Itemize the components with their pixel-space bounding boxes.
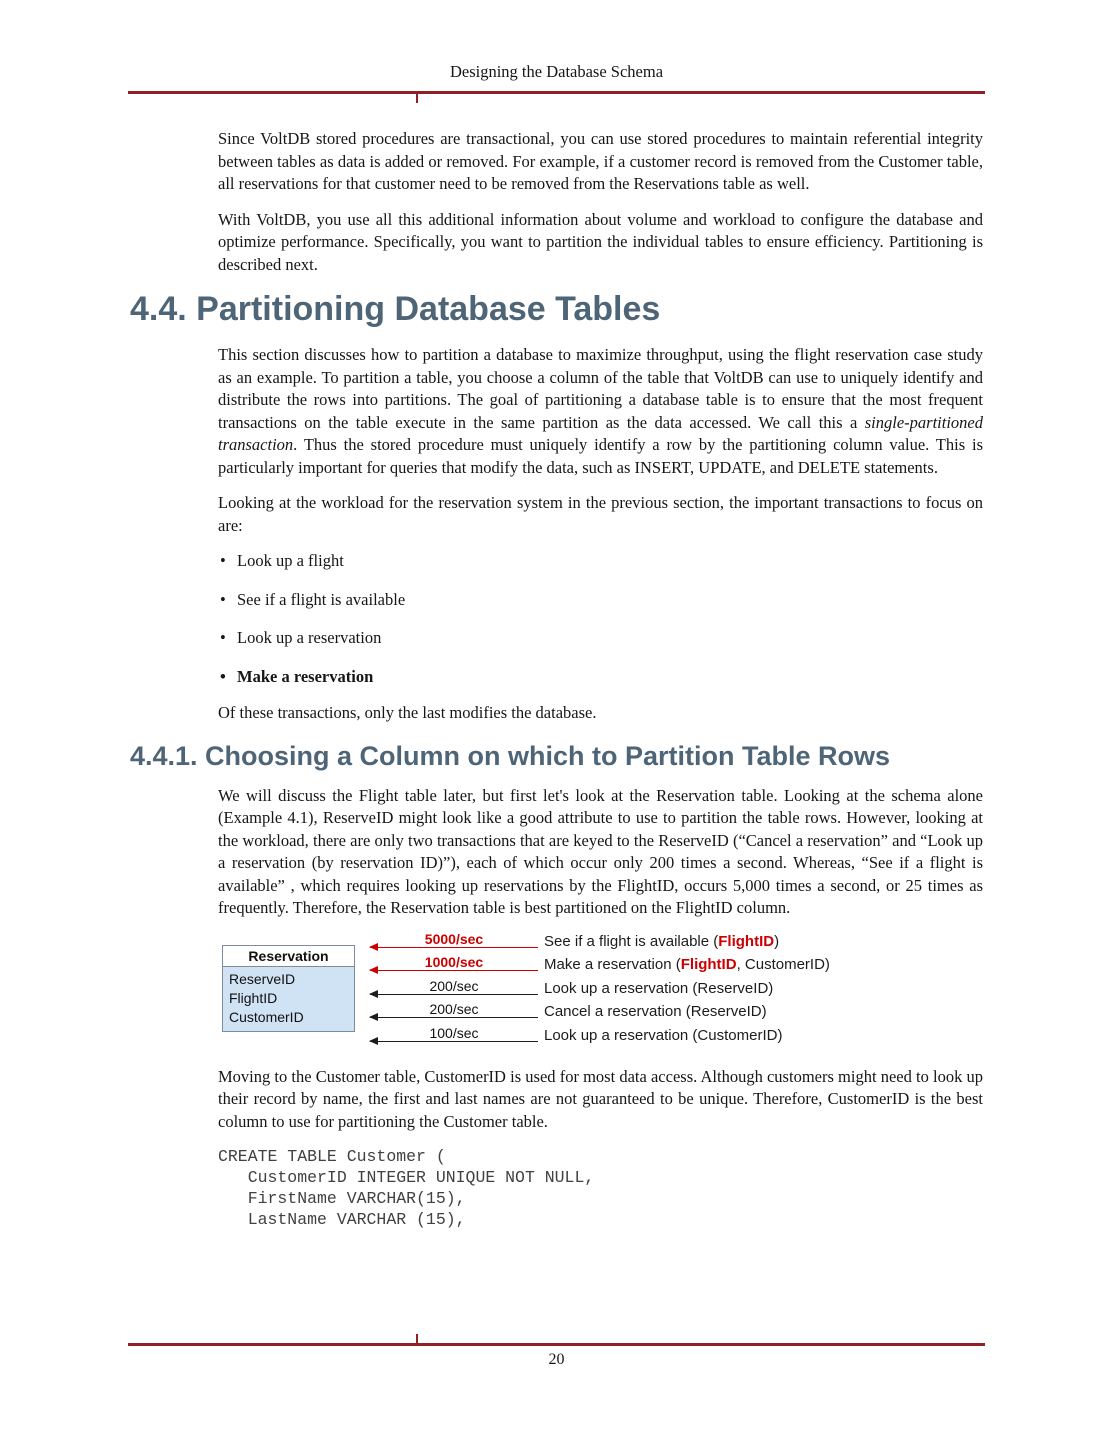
list-item: • Look up a flight <box>218 550 983 573</box>
label-text: , CustomerID) <box>736 955 830 973</box>
document-body <box>130 128 983 1230</box>
footer-rule-tick <box>416 1334 418 1343</box>
paragraph-partitioning-intro <box>218 344 983 479</box>
list-item: • See if a flight is available <box>218 589 983 612</box>
page-number: 20 <box>548 1351 565 1368</box>
paragraph-reservation-analysis: We will discuss the Flight table later, but first let's look at the Reservation table. Looking at the schema alone (Example 4.1), ReserveID might look like a good attribute to use to partition the table rows. However, looking at the workload, there are only two transactions that are keyed to the ReserveID (“Cancel a reservation” and “Look up a reservation (by reservation ID)”), each of which occur only 200 times a second. Whereas, “See if a flight is available” , which requires looking up reservations by the FlightID, occurs 5,000 times a second, or 25 times as frequently. Therefore, the Reservation table is best partitioned on the FlightID column. <box>218 785 983 917</box>
label-highlight: FlightID <box>680 955 737 973</box>
table-field: CustomerID <box>229 1008 304 1025</box>
page-footer <box>128 1343 985 1369</box>
diagram-label <box>544 933 779 950</box>
arrow-line <box>370 994 538 995</box>
diagram-label <box>544 956 830 973</box>
paragraph-text: . Thus the stored procedure must uniquely identify a row by the partitioning column value. This is particularly important for queries that modify the data, such as INSERT, UPDATE, and DELETE statements. <box>218 435 983 477</box>
diagram-label <box>544 980 773 997</box>
label-highlight: FlightID <box>718 932 775 950</box>
subsection-heading: 4.4.1. Choosing a Column on which to Partition Table Rows <box>130 740 891 771</box>
label-text: Look up a reservation (ReserveID) <box>544 979 774 997</box>
paragraph-text: This section discusses how to partition a database to maximize throughput, using the flight reservation case study as an example. To partition a table, you choose a column of the table that VoltDB can use to uniquely identify and distribute the rows into partitions. The goal of partitioning a database table is to ensure that the most frequent transactions on the table execute in the same partition as the data accessed. We call this a <box>218 345 983 432</box>
rate-label: 5000/sec <box>424 930 484 947</box>
label-text: Cancel a reservation (ReserveID) <box>544 1002 767 1020</box>
running-header-title: Designing the Database Schema <box>449 62 664 81</box>
rate-label: 200/sec <box>429 1000 479 1017</box>
transaction-list <box>218 550 983 688</box>
section-heading: 4.4. Partitioning Database Tables <box>130 290 661 328</box>
arrow-line <box>370 1017 538 1018</box>
code-line: LastName VARCHAR (15), <box>218 1210 466 1229</box>
italic-term: single-partitioned transaction <box>218 412 983 454</box>
page-header <box>128 62 985 94</box>
label-text: See if a flight is available ( <box>544 932 719 950</box>
list-item-emphasized: • Make a reservation <box>218 666 983 689</box>
table-field: ReserveID <box>229 970 296 987</box>
label-text: Look up a reservation (CustomerID) <box>544 1026 783 1044</box>
paragraph-workload-config: With VoltDB, you use all this additional information about volume and workload to configure the database and optimize performance. Specifically, you want to partition the individual tables to ensure efficiency. Partitioning is described next. <box>218 209 983 274</box>
arrow-line <box>370 970 538 971</box>
partitioning-figure <box>218 930 983 1056</box>
code-line: CustomerID INTEGER UNIQUE NOT NULL, <box>218 1168 595 1187</box>
rate-label: 200/sec <box>429 977 479 994</box>
sql-code-block <box>218 1146 983 1230</box>
arrow-line <box>370 947 538 948</box>
reservation-table-title: Reservation <box>223 946 354 967</box>
arrow-line <box>370 1041 538 1042</box>
table-field: FlightID <box>229 989 278 1006</box>
reservation-table-fields <box>223 967 354 1031</box>
paragraph-referential-integrity: Since VoltDB stored procedures are transactional, you can use stored procedures to maintain referential integrity between tables as data is added or removed. For example, if a customer record is removed from the Customer table, all reservations for that customer need to be removed from the Reservations table as well. <box>218 129 983 193</box>
label-text: ) <box>774 932 780 950</box>
list-item: • Look up a reservation <box>218 627 983 650</box>
footer-rule <box>128 1343 985 1346</box>
label-text: Make a reservation ( <box>544 955 681 973</box>
code-line: CREATE TABLE Customer ( <box>218 1147 446 1166</box>
header-rule-tick <box>416 94 418 103</box>
rate-label: 1000/sec <box>424 953 484 970</box>
code-line: FirstName VARCHAR(15), <box>218 1189 466 1208</box>
rate-label: 100/sec <box>429 1024 479 1041</box>
reservation-table <box>222 945 355 1032</box>
diagram-label <box>544 1027 782 1044</box>
header-rule <box>128 91 985 94</box>
diagram-label <box>544 1003 767 1020</box>
paragraph-customer-partitioning: Moving to the Customer table, CustomerID is used for most data access. Although customers might need to look up their record by name, the first and last names are not guaranteed to be unique. Therefore, CustomerID is the best column to use for partitioning the Customer table. <box>218 1066 983 1131</box>
paragraph-last-modifies: Of these transactions, only the last modifies the database. <box>218 703 597 722</box>
paragraph-workload-transactions: Looking at the workload for the reservation system in the previous section, the important transactions to focus on are: <box>218 493 983 535</box>
